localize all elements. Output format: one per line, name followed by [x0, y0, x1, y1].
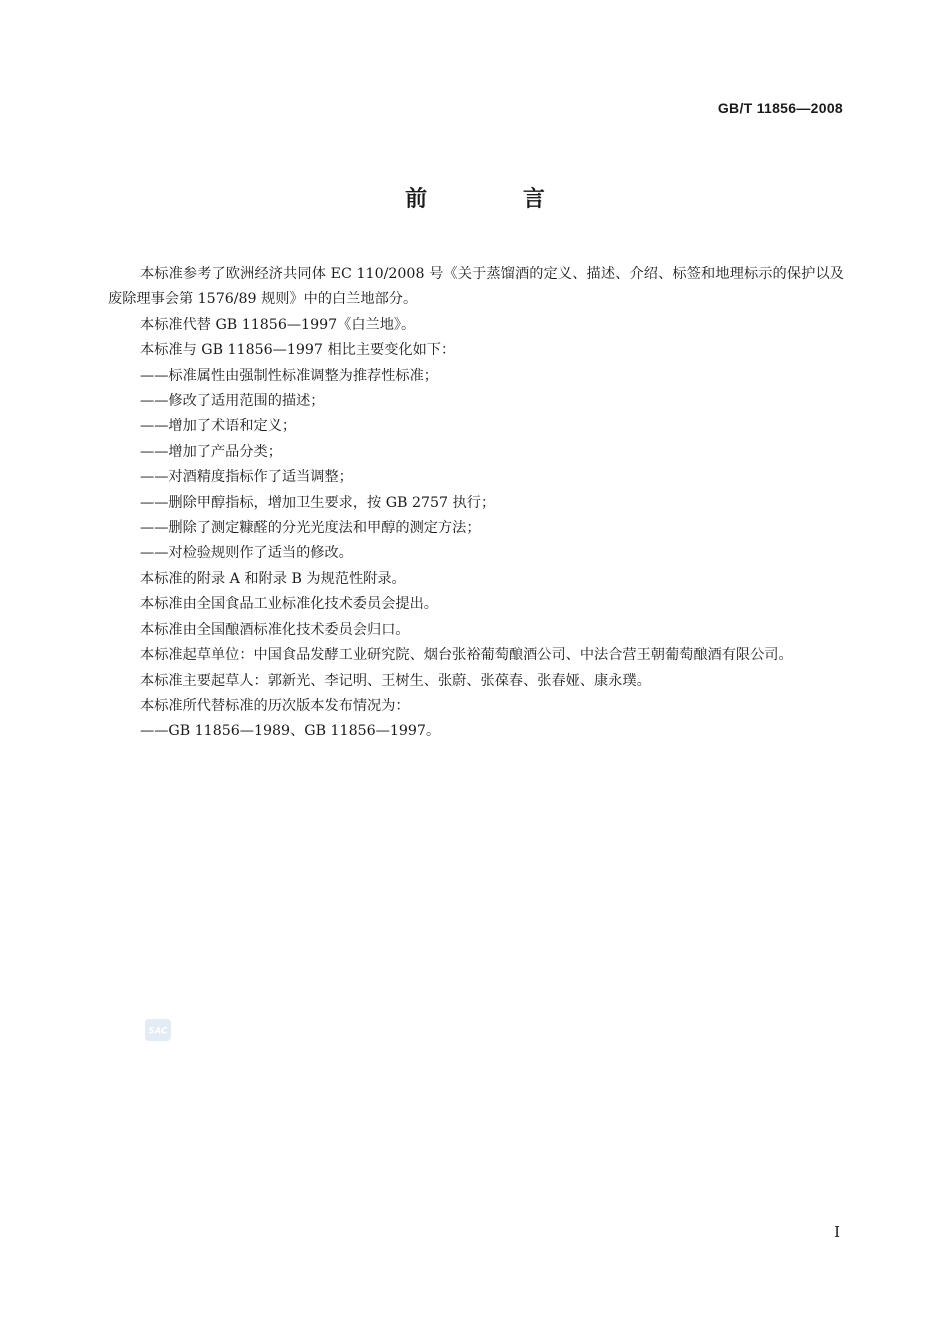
history-item: ——GB 11856—1989、GB 11856—1997。: [140, 723, 441, 740]
paragraph-drafting-units: 本标准起草单位：中国食品发酵工业研究院、烟台张裕葡萄酿酒公司、中法合营王朝葡萄酿酒有限公司。: [140, 647, 793, 664]
foreword-body: [108, 262, 844, 745]
svg-text:SAC: SAC: [148, 1026, 168, 1037]
change-item: ——增加了产品分类；: [140, 443, 282, 460]
paragraph-history-intro: 本标准所代替标准的历次版本发布情况为：: [140, 697, 410, 714]
change-item: ——修改了适用范围的描述；: [140, 393, 325, 410]
paragraph-proposed-by: 本标准由全国食品工业标准化技术委员会提出。: [140, 596, 438, 613]
paragraph-changes-intro: 本标准与 GB 11856—1997 相比主要变化如下：: [140, 342, 456, 359]
change-item: ——删除了测定糠醛的分光光度法和甲醇的测定方法；: [140, 520, 481, 537]
sac-logo-icon: [145, 1019, 171, 1041]
change-item: ——对酒精度指标作了适当调整；: [140, 469, 353, 486]
change-item: ——对检验规则作了适当的修改。: [140, 545, 353, 562]
standard-code: GB/T 11856—2008: [717, 100, 843, 116]
paragraph-replaces: 本标准代替 GB 11856—1997《白兰地》。: [140, 316, 416, 333]
change-item: ——标准属性由强制性标准调整为推荐性标准；: [140, 367, 438, 384]
page-title: 前 言: [405, 187, 589, 212]
change-item: ——删除甲醇指标，增加卫生要求，按 GB 2757 执行；: [140, 494, 496, 511]
paragraph-drafters: 本标准主要起草人：郭新光、李记明、王树生、张蔚、张葆春、张春娅、康永璞。: [140, 672, 651, 689]
change-item: ——增加了术语和定义；: [140, 418, 297, 435]
paragraph-managed-by: 本标准由全国酿酒标准化技术委员会归口。: [140, 621, 410, 638]
paragraph-appendix: 本标准的附录 A 和附录 B 为规范性附录。: [140, 570, 406, 587]
paragraph-reference: 本标准参考了欧洲经济共同体 EC 110/2008 号《关于蒸馏酒的定义、描述、介绍、标签和地理标示的保护以及废除理事会第 1576/89 规则》中的白兰地部分。: [108, 266, 844, 308]
page-number: I: [834, 1223, 840, 1241]
